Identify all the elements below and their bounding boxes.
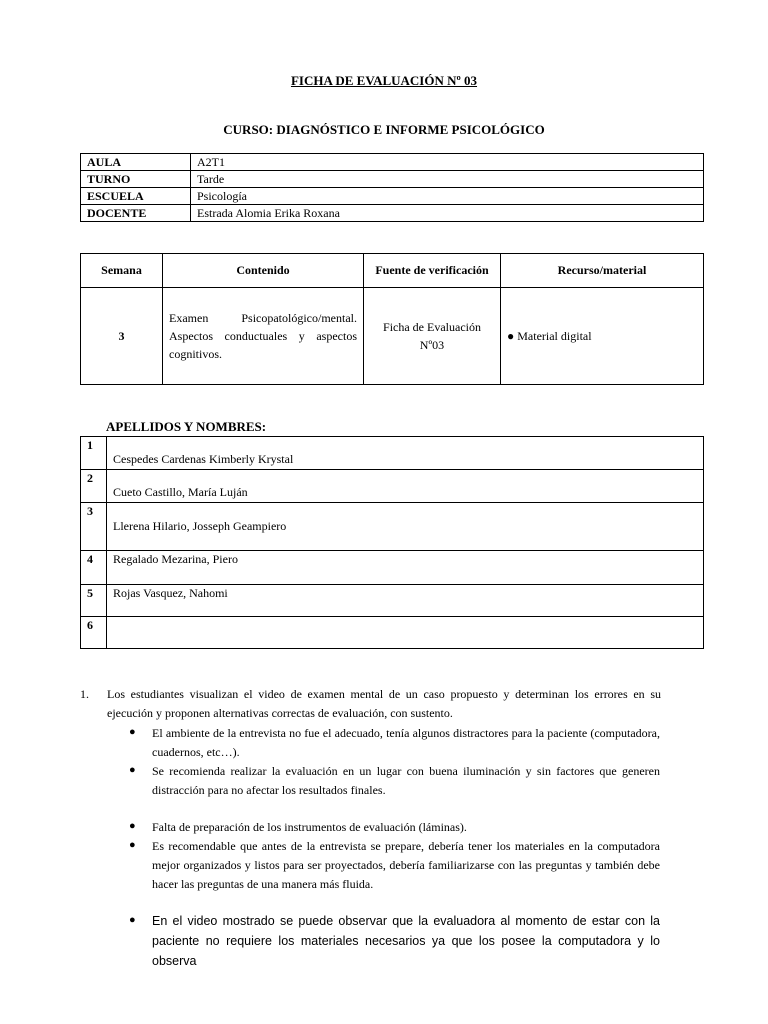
row-number: 4: [81, 551, 107, 585]
plan-table: [80, 253, 704, 385]
info-table: [80, 153, 704, 222]
document-title: FICHA DE EVALUACIÓN Nº 03: [290, 73, 478, 88]
instruction-paragraph: Los estudiantes visualizan el video de examen mental de un caso propuesto y determinan los errores en su ejecución y proponen alternativas correctas de evaluación, con sustento.: [107, 687, 661, 720]
row-number: 2: [81, 470, 107, 503]
students-table: [80, 436, 704, 649]
row-number: 1: [81, 437, 107, 470]
row-number: 3: [81, 503, 107, 551]
header-semana: Semana: [81, 254, 163, 288]
student-name: Regalado Mezarina, Piero: [107, 551, 704, 585]
list-item: Es recomendable que antes de la entrevista se prepare, debería tener los materiales en la computadora mejor organizados y listos para ser proyectados, debería familiarizarse con las preguntas y también debe hacer las preguntas de una manera más fluida.: [152, 839, 660, 891]
students-heading: APELLIDOS Y NOMBRES:: [106, 419, 267, 434]
info-row: [81, 188, 704, 205]
info-value: A2T1: [191, 154, 704, 171]
cell-semana: 3: [81, 288, 163, 385]
info-label: TURNO: [81, 171, 191, 188]
list-item: Falta de preparación de los instrumentos de evaluación (láminas).: [152, 820, 467, 834]
info-label: DOCENTE: [81, 205, 191, 222]
table-row: [81, 551, 704, 585]
table-row: [81, 585, 704, 617]
info-label: AULA: [81, 154, 191, 171]
header-contenido: Contenido: [163, 254, 364, 288]
student-name: Rojas Vasquez, Nahomi: [107, 585, 704, 617]
student-name: Llerena Hilario, Josseph Geampiero: [107, 503, 704, 551]
plan-header-row: [81, 254, 704, 288]
header-fuente: Fuente de verificación: [364, 254, 501, 288]
cell-contenido: Examen Psicopatológico/mental. Aspectos conductuales y aspectos cognitivos.: [163, 288, 364, 385]
plan-row: [81, 288, 704, 385]
table-row: [81, 617, 704, 649]
row-number: 6: [81, 617, 107, 649]
course-title: CURSO: DIAGNÓSTICO E INFORME PSICOLÓGICO: [223, 122, 545, 137]
list-number: 1.: [80, 687, 89, 701]
student-name: [107, 617, 704, 649]
info-value: Tarde: [191, 171, 704, 188]
info-row: [81, 171, 704, 188]
info-row: [81, 205, 704, 222]
bullet-icon: ●: [129, 726, 136, 738]
cell-recurso: ● Material digital: [501, 288, 704, 385]
student-name: Cueto Castillo, María Luján: [107, 470, 704, 503]
bullet-icon: ●: [129, 914, 136, 926]
row-number: 5: [81, 585, 107, 617]
info-value: Psicología: [191, 188, 704, 205]
cell-fuente: Ficha de Evaluación Nº03: [364, 288, 501, 385]
info-value: Estrada Alomia Erika Roxana: [191, 205, 704, 222]
table-row: [81, 503, 704, 551]
bullet-icon: ●: [129, 764, 136, 776]
list-item: En el video mostrado se puede observar que la evaluadora al momento de estar con la paciente no requiere los materiales necesarios ya que los posee la computadora y lo observa: [152, 914, 660, 968]
list-item: Se recomienda realizar la evaluación en un lugar con buena iluminación y sin factores que generen distracción para no afectar los resultados finales.: [152, 764, 660, 797]
table-row: [81, 470, 704, 503]
info-row: [81, 154, 704, 171]
list-item: El ambiente de la entrevista no fue el adecuado, tenía algunos distractores para la paciente (computadora, cuadernos, etc…).: [152, 726, 660, 759]
bullet-icon: ●: [129, 839, 136, 851]
info-label: ESCUELA: [81, 188, 191, 205]
bullet-icon: ●: [129, 820, 136, 832]
header-recurso: Recurso/material: [501, 254, 704, 288]
table-row: [81, 437, 704, 470]
student-name: Cespedes Cardenas Kimberly Krystal: [107, 437, 704, 470]
